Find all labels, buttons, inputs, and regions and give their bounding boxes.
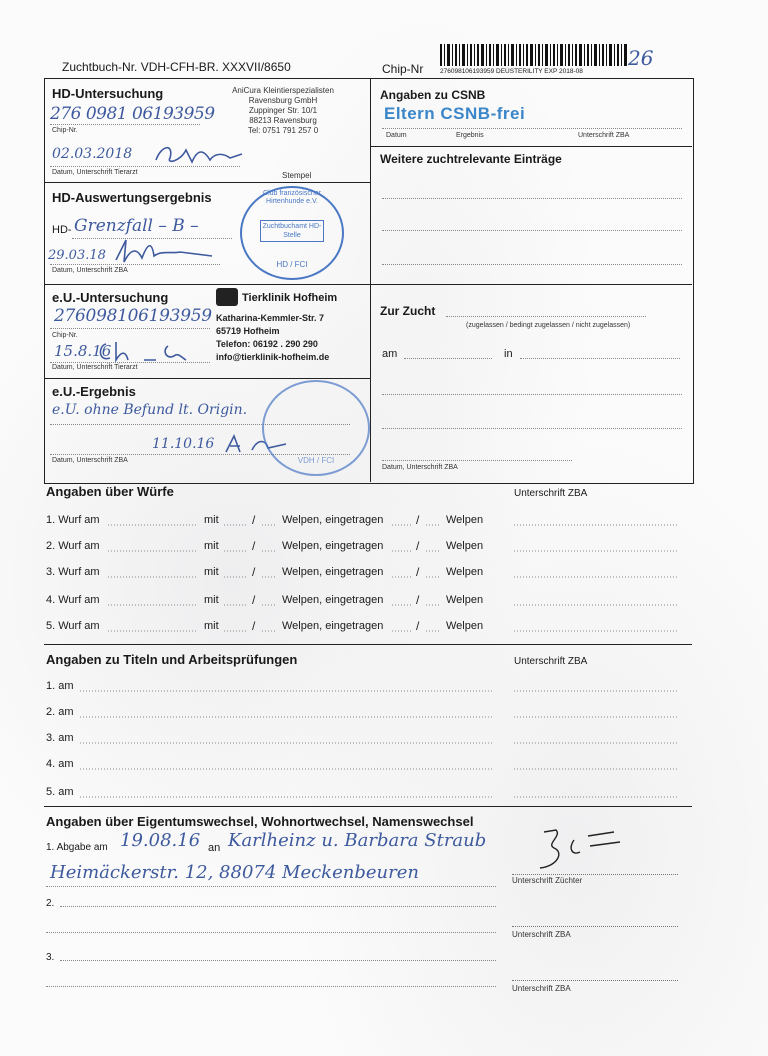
hd-chip-label: Chip-Nr. [52, 127, 78, 134]
stempel-label: Stempel [282, 171, 312, 180]
wurf-welpen: Welpen [446, 620, 484, 632]
hd-title: HD-Untersuchung [52, 86, 164, 101]
wurf-welpen: Welpen [446, 594, 484, 606]
wuerfe-title: Angaben über Würfe [46, 484, 174, 499]
svg-text:/: / [416, 619, 420, 633]
titel-row-4: 4. am [46, 758, 74, 770]
csnb-col-sign: Unterschrift ZBA [578, 132, 630, 139]
club-stamp-bottom: HD / FCI [276, 260, 308, 269]
svg-text:/: / [252, 565, 256, 579]
row2-line-2 [46, 932, 496, 933]
abgabe-label: 1. Abgabe am [46, 842, 108, 853]
wurf-label: 5. Wurf am [46, 620, 100, 632]
wurf-label: 4. Wurf am [46, 594, 100, 606]
sign2-label: Unterschrift ZBA [512, 930, 571, 939]
zuchtbuch-number: Zuchtbuch-Nr. VDH-CFH-BR. XXXVII/8650 [62, 60, 291, 74]
abgabe-name: Karlheinz u. Barbara Straub [228, 830, 487, 851]
eu-sign-line [50, 362, 210, 363]
further-line-2 [382, 230, 682, 231]
wurf-eingetragen: Welpen, eingetragen [282, 566, 384, 578]
club-stamp [240, 186, 344, 280]
csnb-line [382, 128, 682, 129]
zucht-line-3 [382, 428, 682, 429]
hd-result-signature [112, 236, 222, 266]
club-stamp-outer: Club französischer Hirtenhunde e.V. [263, 190, 321, 205]
barcode-graphic [440, 44, 628, 66]
wuerfe-fill-lines [0, 500, 768, 640]
tierklinik-logo-icon [216, 288, 238, 306]
tierklinik-line-3: Telefon: 06192 . 290 290 [216, 339, 318, 349]
svg-text:/: / [416, 565, 420, 579]
zucht-line [446, 316, 646, 317]
titel-bottom-line [44, 806, 692, 807]
zucht-in-line [520, 358, 680, 359]
abgabe-an: an [208, 842, 221, 854]
zucht-note: (zugelassen / bedingt zugelassen / nicht zugelassen) [466, 322, 631, 329]
wuerfe-bottom-line [44, 644, 692, 645]
zucht-am: am [382, 348, 398, 360]
titel-fill-lines [0, 680, 768, 800]
hd-result-date: 29.03.18 [48, 248, 106, 263]
hd-result-sign-line [50, 264, 220, 265]
wurf-eingetragen: Welpen, eingetragen [282, 514, 384, 526]
club-stamp-inner: Zuchtbuchamt HD-Stelle [260, 220, 324, 242]
tierklinik-line-4: info@tierklinik-hofheim.de [216, 352, 330, 362]
svg-text:/: / [252, 513, 256, 527]
csnb-col-ergebnis: Ergebnis [456, 132, 484, 139]
anicura-line-1: AniCura Kleintierspezialisten [232, 86, 334, 95]
csnb-col-datum: Datum [386, 132, 407, 139]
svg-text:/: / [252, 539, 256, 553]
csnb-value: Eltern CSNB-frei [384, 104, 526, 123]
titel-row-2: 2. am [46, 706, 74, 718]
eu-chip-label: Chip-Nr. [52, 332, 78, 339]
eu-club-stamp [262, 380, 370, 476]
wurf-mit: mit [204, 566, 219, 578]
wuerfe-sign-label: Unterschrift ZBA [514, 488, 588, 499]
corner-mark: 26 [628, 46, 654, 70]
anicura-line-4: 88213 Ravensburg [249, 116, 317, 125]
hd-chip-line [50, 124, 200, 125]
eigentum-row-3: 3. [46, 952, 55, 963]
titel-row-1: 1. am [46, 680, 74, 692]
hd-result-value: Grenzfall – B – [74, 216, 199, 236]
anicura-line-5: Tel: 0751 791 257 0 [247, 126, 319, 135]
hd-divider [44, 182, 371, 183]
wurf-welpen: Welpen [446, 566, 484, 578]
eu-result-sign-label: Datum, Unterschrift ZBA [52, 457, 128, 464]
wurf-mit: mit [204, 540, 219, 552]
tierklinik-line-1: Katharina-Kemmler-Str. 7 [216, 313, 325, 323]
zucht-sign-line [382, 460, 572, 461]
csnb-divider [370, 146, 692, 147]
sign1-label: Unterschrift Züchter [512, 876, 583, 885]
eigentum-title: Angaben über Eigentumswechsel, Wohnortwechsel, Namenswechsel [46, 814, 474, 829]
abgabe-date: 19.08.16 [120, 830, 201, 851]
svg-text:/: / [416, 593, 420, 607]
anicura-line-2: Ravensburg GmbH [248, 96, 318, 105]
csnb-title: Angaben zu CSNB [380, 88, 486, 102]
svg-text:/: / [416, 513, 420, 527]
eigentum-row-2: 2. [46, 898, 55, 909]
wurf-label: 1. Wurf am [46, 514, 100, 526]
tierklinik-line-2: 65719 Hofheim [216, 326, 280, 336]
further-title: Weitere zuchtrelevante Einträge [380, 152, 562, 166]
eu-result-value: e.U. ohne Befund lt. Origin. [52, 402, 248, 418]
barcode-text: 276098106193959 DEUSTERILITY EXP 2018-08 [440, 68, 583, 75]
hd-sign-line [50, 166, 240, 167]
titel-sign-label: Unterschrift ZBA [514, 656, 588, 667]
eu-sign-label: Datum, Unterschrift Tierarzt [52, 364, 138, 371]
sign3-label: Unterschrift ZBA [512, 984, 571, 993]
hd-vet-signature [152, 140, 247, 168]
top-divider [370, 78, 371, 482]
row3-line-1 [60, 960, 496, 961]
wurf-mit: mit [204, 620, 219, 632]
anicura-line-3: Zuppinger Str. 10/1 [248, 106, 318, 115]
hd-chip-value: 276 0981 06193959 [50, 104, 215, 124]
hd-result-title: HD-Auswertungsergebnis [52, 190, 212, 205]
wurf-eingetragen: Welpen, eingetragen [282, 594, 384, 606]
wurf-welpen: Welpen [446, 514, 484, 526]
mid-divider [44, 284, 692, 285]
sign3-line [512, 980, 678, 981]
eu-club-stamp-bottom: VDH / FCI [297, 456, 335, 465]
eu-chip-line [50, 328, 210, 329]
svg-text:/: / [252, 619, 256, 633]
zuechter-signature [534, 826, 624, 876]
hd-date: 02.03.2018 [52, 146, 133, 162]
further-line-3 [382, 264, 682, 265]
titel-row-3: 3. am [46, 732, 74, 744]
eu-result-date: 11.10.16 [152, 436, 215, 452]
titel-title: Angaben zu Titeln und Arbeitsprüfungen [46, 652, 298, 667]
row3-line-2 [46, 986, 496, 987]
sign1-line [512, 874, 678, 875]
titel-row-5: 5. am [46, 786, 74, 798]
eu-title: e.U.-Untersuchung [52, 290, 169, 305]
abgabe-line [46, 886, 496, 887]
zucht-line-2 [382, 394, 682, 395]
wurf-mit: mit [204, 594, 219, 606]
eu-date: 15.8.16 [54, 342, 112, 360]
chip-label: Chip-Nr [382, 62, 424, 76]
eu-result-title: e.U.-Ergebnis [52, 384, 136, 399]
tierklinik-address [216, 312, 329, 364]
further-line-1 [382, 198, 682, 199]
barcode [440, 44, 628, 66]
eu-chip-value: 276098106193959 [54, 306, 212, 326]
zucht-am-line [404, 358, 492, 359]
abgabe-address: Heimäckerstr. 12, 88074 Meckenbeuren [50, 862, 419, 883]
wurf-label: 3. Wurf am [46, 566, 100, 578]
wurf-welpen: Welpen [446, 540, 484, 552]
zucht-title: Zur Zucht [380, 304, 436, 318]
tierklinik-name: Tierklinik Hofheim [242, 292, 338, 304]
sign2-line [512, 926, 678, 927]
anicura-stamp [218, 86, 348, 136]
hd-result-sign-label: Datum, Unterschrift ZBA [52, 267, 128, 274]
row2-line-1 [60, 906, 496, 907]
svg-text:/: / [252, 593, 256, 607]
hd-sign-label: Datum, Unterschrift Tierarzt [52, 169, 138, 176]
eu-divider [44, 378, 371, 379]
wurf-label: 2. Wurf am [46, 540, 100, 552]
wurf-eingetragen: Welpen, eingetragen [282, 620, 384, 632]
wurf-mit: mit [204, 514, 219, 526]
zucht-in: in [504, 348, 513, 360]
wurf-eingetragen: Welpen, eingetragen [282, 540, 384, 552]
svg-text:/: / [416, 539, 420, 553]
hd-prefix: HD- [52, 224, 72, 236]
zucht-sign-label: Datum, Unterschrift ZBA [382, 464, 458, 471]
